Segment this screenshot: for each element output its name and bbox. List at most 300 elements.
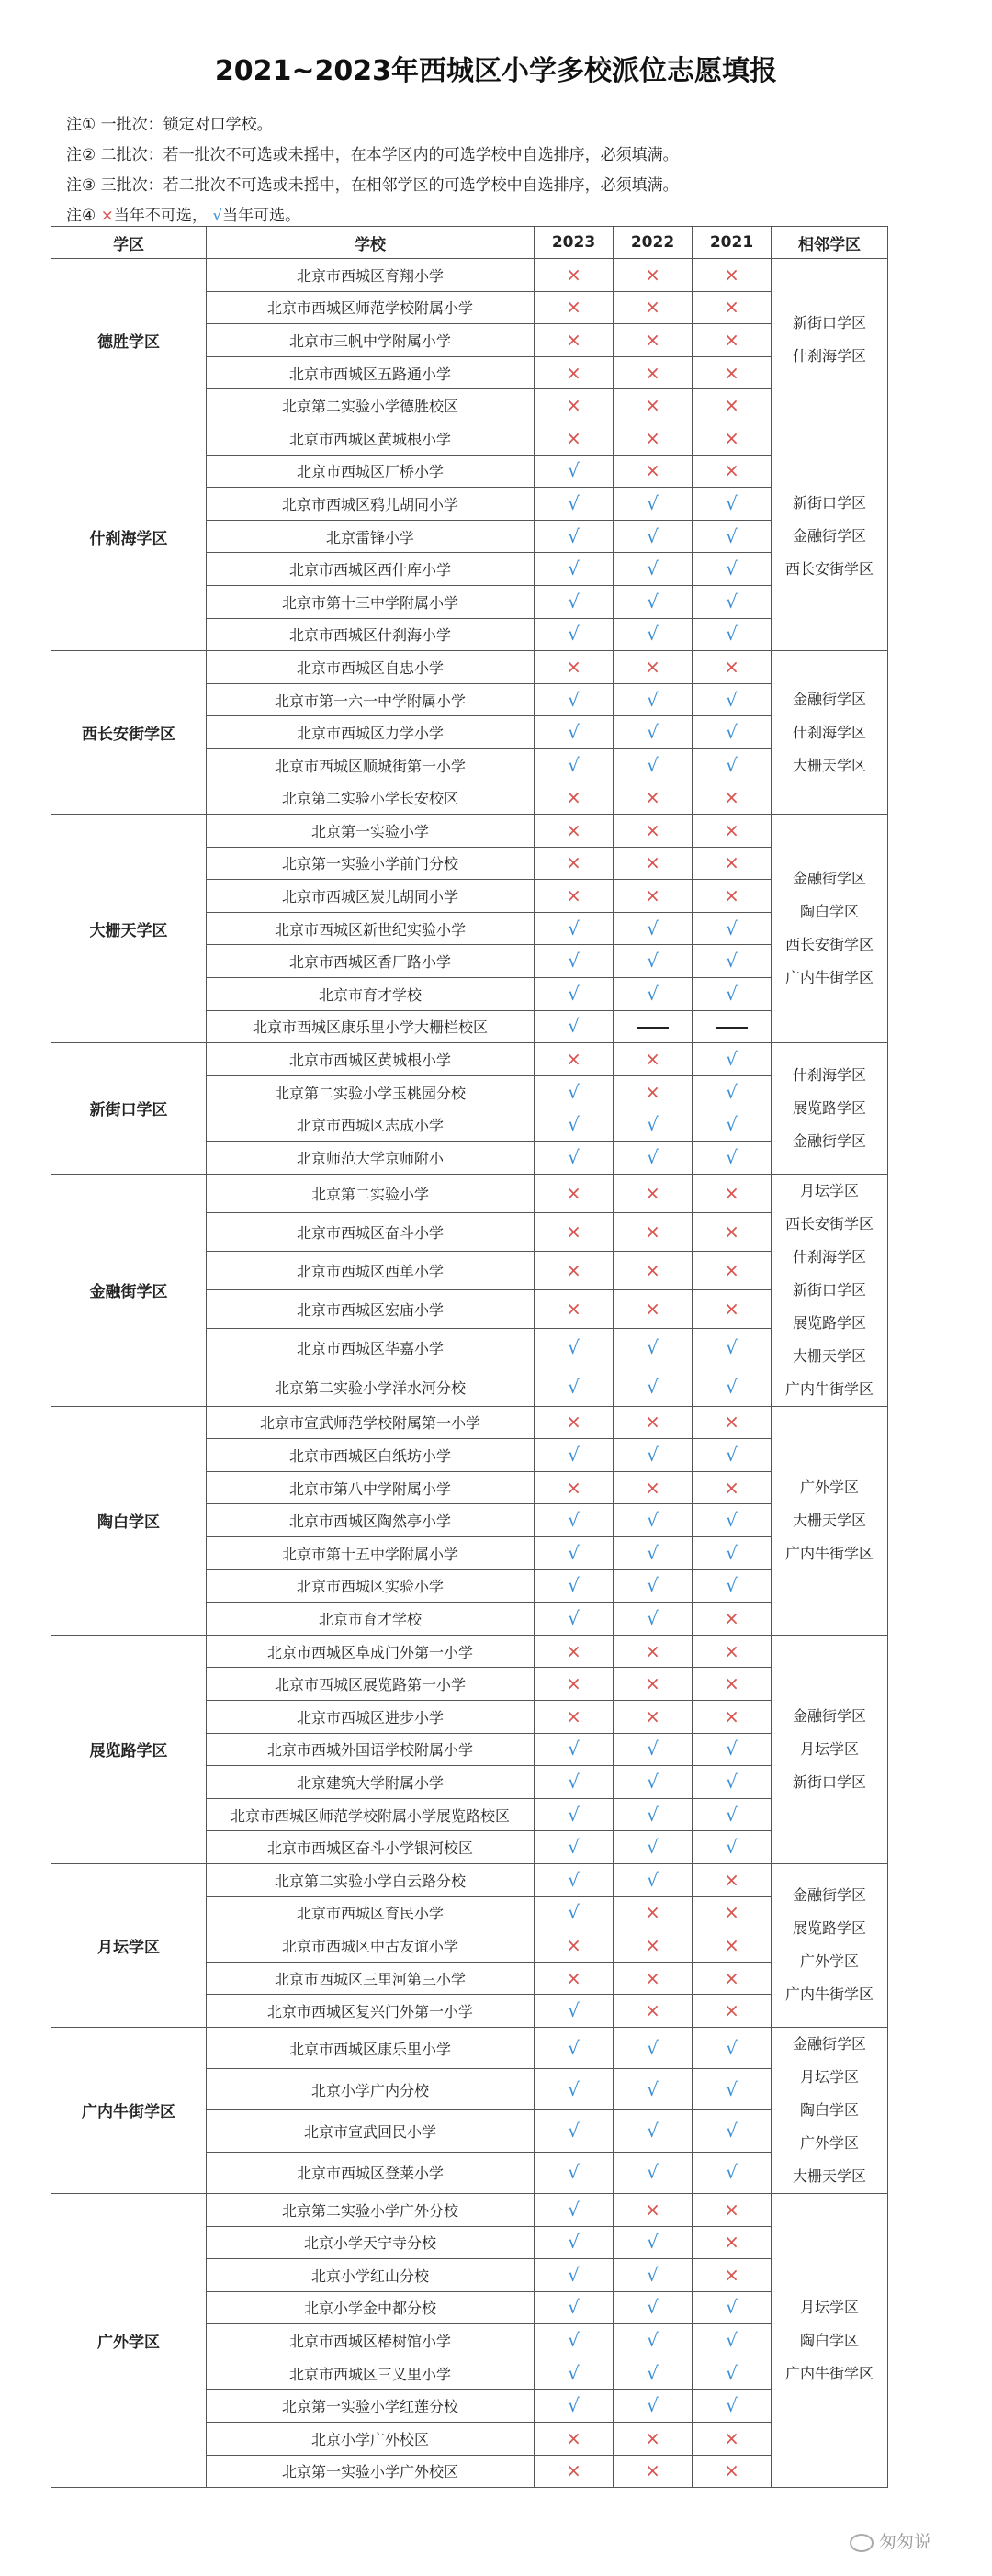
district-name: 新街口学区 xyxy=(51,1043,207,1174)
cross-icon: × xyxy=(724,1476,739,1499)
neighbor-item: 什刹海学区 xyxy=(792,723,866,741)
cross-icon: × xyxy=(645,426,660,449)
school-name: 北京市西城区奋斗小学银河校区 xyxy=(207,1831,535,1864)
availability-2021 xyxy=(693,1174,772,1212)
cross-icon: × xyxy=(566,426,581,449)
availability-2021 xyxy=(693,683,772,716)
availability-2022 xyxy=(614,1766,693,1799)
district-name: 展览路学区 xyxy=(51,1635,207,1863)
check-icon: √ xyxy=(647,1868,659,1891)
availability-2021 xyxy=(693,748,772,782)
neighbor-item: 大栅天学区 xyxy=(792,1511,866,1529)
school-name: 北京市三帆中学附属小学 xyxy=(207,324,535,357)
header-neighbors: 相邻学区 xyxy=(772,227,888,259)
check-icon: √ xyxy=(647,1541,659,1564)
school-name: 北京第二实验小学玉桃园分校 xyxy=(207,1075,535,1108)
availability-2022 xyxy=(614,1537,693,1570)
cross-icon: × xyxy=(645,1999,660,2022)
neighbor-item: 广内牛街学区 xyxy=(784,1379,874,1398)
neighbor-item: 金融街学区 xyxy=(792,527,866,546)
school-name: 北京小学金中都分校 xyxy=(207,2291,535,2324)
cross-icon: × xyxy=(566,786,581,809)
cross-icon: × xyxy=(566,263,581,286)
district-name: 什刹海学区 xyxy=(51,422,207,650)
neighbor-districts xyxy=(772,2027,888,2193)
availability-2022 xyxy=(614,1406,693,1439)
neighbor-districts xyxy=(772,1863,888,2027)
neighbor-item: 金融街学区 xyxy=(792,1886,866,1905)
availability-2021 xyxy=(693,651,772,684)
school-name: 北京小学广内分校 xyxy=(207,2069,535,2110)
availability-2021 xyxy=(693,1635,772,1668)
neighbor-item: 陶白学区 xyxy=(799,2331,859,2349)
availability-2023 xyxy=(535,618,614,651)
cross-icon: × xyxy=(724,2426,739,2449)
availability-2022 xyxy=(614,1929,693,1963)
check-icon: √ xyxy=(568,1541,580,1564)
availability-2023 xyxy=(535,1290,614,1329)
availability-2023 xyxy=(535,1010,614,1043)
check-icon: √ xyxy=(726,1375,738,1398)
cross-icon: × xyxy=(645,328,660,351)
neighbor-item: 新街口学区 xyxy=(792,314,866,332)
availability-2022 xyxy=(614,291,693,324)
availability-2022 xyxy=(614,2259,693,2292)
check-icon: √ xyxy=(647,1145,659,1168)
school-name: 北京市西城区康乐里小学 xyxy=(207,2027,535,2068)
check-icon: √ xyxy=(647,1574,659,1597)
check-icon: √ xyxy=(647,1113,659,1136)
cross-icon: × xyxy=(645,361,660,384)
check-icon: √ xyxy=(647,982,659,1005)
availability-2022 xyxy=(614,1962,693,1995)
availability-2022 xyxy=(614,389,693,422)
check-icon: √ xyxy=(726,753,738,776)
availability-2022 xyxy=(614,2357,693,2390)
district-name: 广内牛街学区 xyxy=(51,2027,207,2193)
availability-2021 xyxy=(693,1329,772,1367)
check-icon: √ xyxy=(726,1444,738,1467)
school-name: 北京市西城区师范学校附属小学 xyxy=(207,291,535,324)
check-icon: √ xyxy=(568,950,580,973)
neighbor-item: 广内牛街学区 xyxy=(784,1544,874,1562)
availability-2022 xyxy=(614,1439,693,1472)
availability-2023 xyxy=(535,748,614,782)
availability-2021 xyxy=(693,389,772,422)
neighbor-item: 新街口学区 xyxy=(792,494,866,512)
availability-2023 xyxy=(535,1962,614,1995)
school-name: 北京市西城区展览路第一小学 xyxy=(207,1668,535,1701)
availability-2021 xyxy=(693,1995,772,2028)
school-name: 北京市西城区西单小学 xyxy=(207,1251,535,1289)
check-icon: √ xyxy=(568,524,580,547)
check-icon: √ xyxy=(647,1836,659,1859)
availability-2023 xyxy=(535,1174,614,1212)
check-icon: √ xyxy=(568,1868,580,1891)
check-icon: √ xyxy=(726,2161,738,2184)
availability-2021 xyxy=(693,912,772,945)
cross-icon: × xyxy=(566,296,581,319)
availability-2023 xyxy=(535,1367,614,1406)
availability-2022 xyxy=(614,1700,693,1733)
cross-icon: × xyxy=(724,1704,739,1727)
school-name: 北京市西城区鸦儿胡同小学 xyxy=(207,488,535,521)
availability-2022 xyxy=(614,2324,693,2357)
availability-2023 xyxy=(535,683,614,716)
school-name: 北京市第八中学附属小学 xyxy=(207,1471,535,1504)
check-icon: √ xyxy=(647,1444,659,1467)
header-school: 学校 xyxy=(207,227,535,259)
check-icon: √ xyxy=(647,950,659,973)
cross-icon: × xyxy=(566,1048,581,1071)
check-icon: √ xyxy=(568,1606,580,1629)
neighbor-item: 陶白学区 xyxy=(799,2100,859,2119)
neighbor-item: 西长安街学区 xyxy=(784,1214,874,1232)
school-name: 北京建筑大学附属小学 xyxy=(207,1766,535,1799)
check-icon: √ xyxy=(647,1738,659,1760)
neighbor-item: 广内牛街学区 xyxy=(784,2364,874,2382)
check-icon: √ xyxy=(726,524,738,547)
dash-icon xyxy=(637,1027,669,1029)
cross-icon: × xyxy=(724,394,739,417)
watermark: 匆匆说 xyxy=(850,2528,931,2553)
availability-2021 xyxy=(693,815,772,848)
school-name: 北京市宣武回民小学 xyxy=(207,2110,535,2152)
availability-2023 xyxy=(535,815,614,848)
check-icon: √ xyxy=(726,688,738,711)
availability-2021 xyxy=(693,1863,772,1896)
table-body xyxy=(51,259,888,2488)
availability-2023 xyxy=(535,356,614,389)
availability-2022 xyxy=(614,1668,693,1701)
school-name: 北京市西城区自忠小学 xyxy=(207,651,535,684)
check-icon: √ xyxy=(647,557,659,580)
neighbor-item: 月坛学区 xyxy=(799,2298,859,2316)
check-icon: √ xyxy=(726,1803,738,1826)
table-row xyxy=(51,1043,888,1076)
availability-2022 xyxy=(614,1212,693,1251)
check-icon: √ xyxy=(647,2296,659,2319)
availability-2023 xyxy=(535,2259,614,2292)
school-table xyxy=(51,226,888,2488)
availability-2021 xyxy=(693,1108,772,1142)
availability-2022 xyxy=(614,716,693,749)
cross-icon: × xyxy=(566,884,581,907)
availability-2022 xyxy=(614,2390,693,2423)
availability-2022 xyxy=(614,1174,693,1212)
table-row xyxy=(51,651,888,684)
check-icon: √ xyxy=(726,1770,738,1793)
check-icon: √ xyxy=(726,1574,738,1597)
availability-2022 xyxy=(614,2152,693,2193)
cross-icon: × xyxy=(724,1298,739,1321)
school-name: 北京市西城区进步小学 xyxy=(207,1700,535,1733)
check-icon: √ xyxy=(726,1509,738,1532)
availability-2021 xyxy=(693,1569,772,1603)
cross-icon: × xyxy=(724,786,739,809)
availability-2022 xyxy=(614,1075,693,1108)
check-icon: √ xyxy=(568,1015,580,1038)
school-name: 北京市西城区白纸坊小学 xyxy=(207,1439,535,1472)
school-name: 北京小学红山分校 xyxy=(207,2259,535,2292)
availability-2022 xyxy=(614,618,693,651)
school-name: 北京第二实验小学洋水河分校 xyxy=(207,1367,535,1406)
cross-icon: × xyxy=(566,2426,581,2449)
availability-2022 xyxy=(614,1603,693,1636)
availability-2021 xyxy=(693,1075,772,1108)
availability-2021 xyxy=(693,2027,772,2068)
availability-2023 xyxy=(535,1569,614,1603)
school-name: 北京市第一六一中学附属小学 xyxy=(207,683,535,716)
neighbor-item: 金融街学区 xyxy=(792,690,866,708)
availability-2023 xyxy=(535,1995,614,2028)
school-name: 北京市第十三中学附属小学 xyxy=(207,585,535,618)
availability-2021 xyxy=(693,2357,772,2390)
school-name: 北京市西城区厂桥小学 xyxy=(207,455,535,488)
availability-2021 xyxy=(693,2390,772,2423)
school-name: 北京市西城区登莱小学 xyxy=(207,2152,535,2193)
neighbor-item: 展览路学区 xyxy=(792,1098,866,1117)
cross-icon: × xyxy=(566,1672,581,1695)
availability-2022 xyxy=(614,1471,693,1504)
check-icon: √ xyxy=(726,2077,738,2100)
availability-2021 xyxy=(693,2455,772,2488)
availability-2023 xyxy=(535,2110,614,2152)
notes xyxy=(66,110,679,231)
neighbor-districts xyxy=(772,422,888,650)
availability-2022 xyxy=(614,356,693,389)
availability-2023 xyxy=(535,585,614,618)
availability-2022 xyxy=(614,1995,693,2028)
availability-2021 xyxy=(693,1537,772,1570)
cross-icon: × xyxy=(566,1411,581,1434)
availability-2022 xyxy=(614,1896,693,1929)
school-name: 北京第一实验小学红莲分校 xyxy=(207,2390,535,2423)
note-3: 注③ 三批次：若二批次不可选或未摇中，在相邻学区的可选学校中自选排序，必须填满。 xyxy=(66,176,679,195)
availability-2022 xyxy=(614,585,693,618)
neighbor-item: 金融街学区 xyxy=(792,1131,866,1150)
availability-2022 xyxy=(614,553,693,586)
school-name: 北京市第十五中学附属小学 xyxy=(207,1537,535,1570)
check-icon: √ xyxy=(568,1803,580,1826)
school-name: 北京市西城区什刹海小学 xyxy=(207,618,535,651)
availability-2023 xyxy=(535,2455,614,2488)
check-icon: √ xyxy=(568,1145,580,1168)
school-name: 北京市西城区中古友谊小学 xyxy=(207,1929,535,1963)
availability-2022 xyxy=(614,815,693,848)
availability-2021 xyxy=(693,1896,772,1929)
district-name: 陶白学区 xyxy=(51,1406,207,1635)
table-row xyxy=(51,815,888,848)
check-icon: √ xyxy=(647,2036,659,2059)
cross-icon: × xyxy=(566,1966,581,1989)
check-icon: √ xyxy=(568,721,580,744)
district-name: 广外学区 xyxy=(51,2193,207,2487)
neighbor-districts xyxy=(772,259,888,422)
availability-2023 xyxy=(535,324,614,357)
availability-2022 xyxy=(614,324,693,357)
availability-2021 xyxy=(693,2423,772,2456)
school-name: 北京市西城区师范学校附属小学展览路校区 xyxy=(207,1798,535,1831)
availability-2021 xyxy=(693,782,772,815)
availability-2021 xyxy=(693,259,772,292)
check-icon: √ xyxy=(647,491,659,514)
note-4: 注④ ×当年不可选， √当年可选。 xyxy=(66,207,301,225)
availability-2022 xyxy=(614,2027,693,2068)
availability-2023 xyxy=(535,1537,614,1570)
availability-2021 xyxy=(693,1251,772,1289)
availability-2023 xyxy=(535,2324,614,2357)
availability-2023 xyxy=(535,1766,614,1799)
table-row xyxy=(51,1406,888,1439)
cross-icon: × xyxy=(645,263,660,286)
check-icon: √ xyxy=(647,2329,659,2352)
school-name: 北京市西城区实验小学 xyxy=(207,1569,535,1603)
school-name: 北京市西城区黄城根小学 xyxy=(207,422,535,455)
availability-2021 xyxy=(693,1212,772,1251)
availability-2021 xyxy=(693,356,772,389)
check-icon: √ xyxy=(568,2120,580,2143)
availability-2021 xyxy=(693,2069,772,2110)
neighbor-item: 广外学区 xyxy=(799,2133,859,2152)
availability-2023 xyxy=(535,1142,614,1175)
availability-2022 xyxy=(614,1108,693,1142)
neighbor-item: 展览路学区 xyxy=(792,1919,866,1938)
availability-2022 xyxy=(614,978,693,1011)
school-name: 北京市西城区三义里小学 xyxy=(207,2357,535,2390)
school-name: 北京市西城区华嘉小学 xyxy=(207,1329,535,1367)
availability-2023 xyxy=(535,2390,614,2423)
table-row xyxy=(51,1635,888,1668)
availability-2022 xyxy=(614,2423,693,2456)
cross-icon: × xyxy=(645,1933,660,1956)
check-icon: √ xyxy=(568,459,580,482)
check-icon: √ xyxy=(568,2077,580,2100)
availability-2022 xyxy=(614,1329,693,1367)
neighbor-item: 陶白学区 xyxy=(799,903,859,921)
neighbor-item: 什刹海学区 xyxy=(792,1065,866,1084)
check-icon: √ xyxy=(568,1738,580,1760)
availability-2023 xyxy=(535,2027,614,2068)
availability-2022 xyxy=(614,520,693,553)
availability-2021 xyxy=(693,1142,772,1175)
neighbor-districts xyxy=(772,2193,888,2487)
district-name: 月坛学区 xyxy=(51,1863,207,2027)
table-row xyxy=(51,1174,888,1212)
check-icon: √ xyxy=(568,623,580,646)
table-row xyxy=(51,259,888,292)
cross-icon: × xyxy=(645,1048,660,1071)
cross-icon: × xyxy=(724,263,739,286)
availability-2022 xyxy=(614,488,693,521)
school-name: 北京市西城区香厂路小学 xyxy=(207,945,535,978)
cross-icon: × xyxy=(566,328,581,351)
school-name: 北京师范大学京师附小 xyxy=(207,1142,535,1175)
cross-icon: × xyxy=(645,2198,660,2221)
cross-icon: × xyxy=(566,1259,581,1282)
availability-2023 xyxy=(535,1471,614,1504)
availability-2023 xyxy=(535,880,614,913)
availability-2023 xyxy=(535,2291,614,2324)
neighbor-districts xyxy=(772,1174,888,1406)
school-name: 北京市西城区西什库小学 xyxy=(207,553,535,586)
table-row xyxy=(51,2193,888,2226)
cross-icon: × xyxy=(566,1639,581,1662)
cross-icon: × xyxy=(724,361,739,384)
school-name: 北京市西城区陶然亭小学 xyxy=(207,1504,535,1537)
availability-2023 xyxy=(535,1329,614,1367)
school-name: 北京市西城区椿树馆小学 xyxy=(207,2324,535,2357)
availability-2022 xyxy=(614,1367,693,1406)
cross-icon: × xyxy=(645,1259,660,1282)
check-icon: √ xyxy=(647,2120,659,2143)
check-icon: √ xyxy=(726,2329,738,2352)
check-icon: √ xyxy=(726,1080,738,1103)
check-icon: √ xyxy=(647,917,659,939)
availability-2021 xyxy=(693,1603,772,1636)
availability-2023 xyxy=(535,716,614,749)
availability-2022 xyxy=(614,1569,693,1603)
wechat-icon xyxy=(850,2534,874,2552)
header-district: 学区 xyxy=(51,227,207,259)
school-name: 北京市西城区宏庙小学 xyxy=(207,1290,535,1329)
cross-icon: × xyxy=(566,851,581,874)
check-icon: √ xyxy=(568,1444,580,1467)
availability-2023 xyxy=(535,2193,614,2226)
header-2022: 2022 xyxy=(614,227,693,259)
availability-2023 xyxy=(535,1406,614,1439)
check-icon: √ xyxy=(212,207,223,225)
availability-2023 xyxy=(535,1929,614,1963)
availability-2022 xyxy=(614,748,693,782)
check-icon: √ xyxy=(568,2263,580,2286)
availability-2022 xyxy=(614,1504,693,1537)
school-name: 北京第二实验小学白云路分校 xyxy=(207,1863,535,1896)
availability-2023 xyxy=(535,847,614,880)
neighbor-item: 展览路学区 xyxy=(792,1313,866,1332)
cross-icon: × xyxy=(645,1672,660,1695)
check-icon: √ xyxy=(647,1606,659,1629)
availability-2023 xyxy=(535,2226,614,2259)
cross-icon: × xyxy=(645,818,660,841)
availability-2023 xyxy=(535,291,614,324)
availability-2021 xyxy=(693,1010,772,1043)
cross-icon: × xyxy=(645,1966,660,1989)
availability-2021 xyxy=(693,291,772,324)
school-name: 北京市育才学校 xyxy=(207,978,535,1011)
cross-icon: × xyxy=(724,655,739,678)
availability-2022 xyxy=(614,2110,693,2152)
availability-2023 xyxy=(535,945,614,978)
check-icon: √ xyxy=(726,1113,738,1136)
cross-icon: × xyxy=(645,655,660,678)
neighbor-item: 广外学区 xyxy=(799,1478,859,1496)
school-name: 北京第二实验小学广外分校 xyxy=(207,2193,535,2226)
availability-2021 xyxy=(693,945,772,978)
note-1: 注① 一批次：锁定对口学校。 xyxy=(66,116,273,134)
availability-2022 xyxy=(614,782,693,815)
availability-2023 xyxy=(535,488,614,521)
cross-icon: × xyxy=(645,1411,660,1434)
school-name: 北京市西城区育民小学 xyxy=(207,1896,535,1929)
availability-2021 xyxy=(693,1962,772,1995)
availability-2021 xyxy=(693,1831,772,1864)
availability-2023 xyxy=(535,1504,614,1537)
table-row xyxy=(51,1863,888,1896)
availability-2022 xyxy=(614,1290,693,1329)
check-icon: √ xyxy=(647,623,659,646)
cross-icon: × xyxy=(566,655,581,678)
